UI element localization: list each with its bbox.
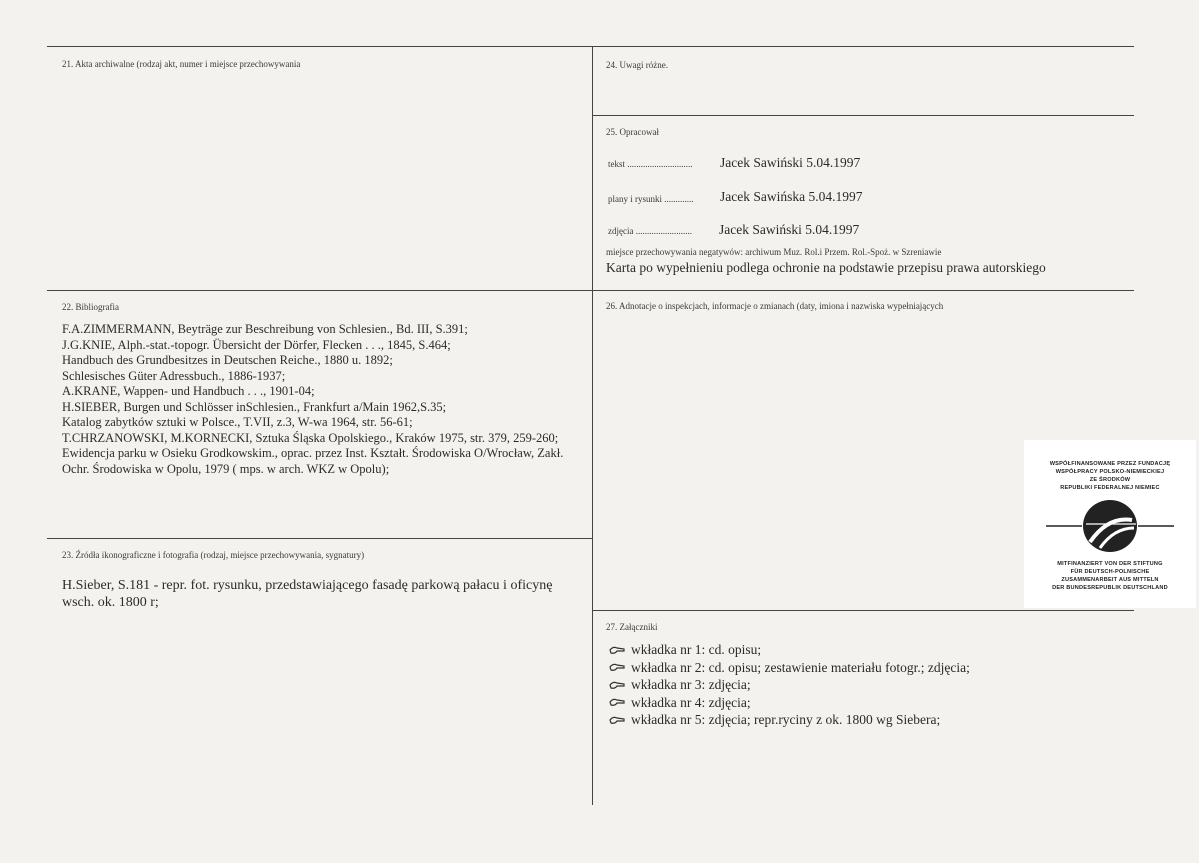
section-25-label: 25. Opracował <box>606 127 659 137</box>
foundation-bridge-logo-icon <box>1042 498 1178 554</box>
logo-de-line: DER BUNDESREPUBLIK DEUTSCHLAND <box>1052 585 1168 591</box>
top-rule <box>47 46 1134 47</box>
foundation-logo-block <box>1024 440 1196 608</box>
logo-pl-line: ZE ŚRODKÓW <box>1089 477 1131 483</box>
attachment-item <box>609 694 970 712</box>
attachment-item <box>609 676 970 694</box>
iconography-line: H.Sieber, S.181 - repr. fot. rysunku, przedstawiającego fasadę parkową pałacu i oficynę <box>62 578 553 593</box>
hand-pointer-icon <box>609 697 625 707</box>
section-24-label: 24. Uwagi różne. <box>606 60 668 70</box>
logo-pl-line: WSPÓŁPRACY POLSKO-NIEMIECKIEJ <box>1055 469 1165 475</box>
zdjecia-value: Jacek Sawiński 5.04.1997 <box>719 222 860 237</box>
copyright-notice: Karta po wypełnieniu podlega ochronie na podstawie przepisu prawa autorskiego <box>606 260 1046 275</box>
bibliography-entry: J.G.KNIE, Alph.-stat.-topogr. Übersicht der Dörfer, Flecken . . ., 1845, S.464; <box>62 337 451 352</box>
iconography-line: wsch. ok. 1800 r; <box>62 595 159 610</box>
logo-german-text <box>1024 560 1196 592</box>
tekst-value: Jacek Sawiński 5.04.1997 <box>720 155 861 170</box>
plany-label: plany i rysunki ............. <box>608 194 694 204</box>
bibliography-entry: F.A.ZIMMERMANN, Beyträge zur Beschreibung von Schlesien., Bd. III, S.391; <box>62 322 468 336</box>
attachment-label: wkładka nr 1: cd. opisu; <box>631 642 762 657</box>
logo-de-line: ZUSAMMENARBEIT AUS MITTELN <box>1061 577 1159 583</box>
hand-pointer-icon <box>609 715 625 725</box>
rule-22-23 <box>47 538 592 539</box>
bibliography-entry: Katalog zabytków sztuki w Polsce., T.VII, z.3, W-wa 1964, str. 56-61; <box>62 415 413 429</box>
negatives-storage: miejsce przechowywania negatywów: archiwum Muz. Rol.i Przem. Rol.-Spoż. w Szreniawie <box>606 247 942 257</box>
logo-de-line: FÜR DEUTSCH-POLNISCHE <box>1070 569 1150 575</box>
attachment-item <box>609 659 970 677</box>
bibliography-entry: Schlesisches Güter Adressbuch., 1886-1937; <box>62 368 286 383</box>
hand-pointer-icon <box>609 645 625 655</box>
section-21-label: 21. Akta archiwalne (rodzaj akt, numer i miejsce przechowywania <box>62 59 301 69</box>
hand-pointer-icon <box>609 662 625 672</box>
hand-pointer-icon <box>609 680 625 690</box>
section-22-label: 22. Bibliografia <box>62 302 119 312</box>
attachment-item <box>609 641 970 659</box>
logo-pl-line: REPUBLIKI FEDERALNEJ NIEMIEC <box>1060 485 1160 491</box>
center-rule <box>592 46 593 805</box>
attachment-label: wkładka nr 3: zdjęcia; <box>631 677 751 692</box>
logo-de-line: MITFINANZIERT VON DER STIFTUNG <box>1057 561 1163 567</box>
attachment-label: wkładka nr 5: zdjęcia; repr.ryciny z ok. 1800 wg Siebera; <box>631 712 941 727</box>
tekst-label: tekst ............................. <box>608 159 693 169</box>
bibliography-entry: A.KRANE, Wappen- und Handbuch . . ., 1901-04; <box>62 384 315 398</box>
rule-24-25 <box>592 115 1134 116</box>
logo-pl-line: WSPÓŁFINANSOWANE PRZEZ FUNDACJĘ <box>1049 461 1171 467</box>
rule-26-27 <box>592 610 1134 611</box>
bibliography-entry: Ewidencja parku w Osieku Grodkowskim., oprac. przez Inst. Kształt. Środowiska O/Wrocław, Zakł. <box>62 446 564 460</box>
section-26-label: 26. Adnotacje o inspekcjach, informacje o zmianach (daty, imiona i nazwiska wypełniających <box>606 301 944 311</box>
rule-mid <box>47 290 1134 291</box>
bibliography-list <box>62 322 563 477</box>
bibliography-entry: Ochr. Środowiska w Opolu, 1979 ( mps. w arch. WKZ w Opolu); <box>62 461 390 476</box>
attachments-list <box>609 641 970 729</box>
attachment-label: wkładka nr 4: zdjęcia; <box>631 694 751 710</box>
attachment-label: wkładka nr 2: cd. opisu; zestawienie materiału fotogr.; zdjęcia; <box>631 659 970 675</box>
iconography-text <box>62 577 552 611</box>
bibliography-entry: T.CHRZANOWSKI, M.KORNECKI, Sztuka Śląska Opolskiego., Kraków 1975, str. 379, 259-260; <box>62 430 559 445</box>
logo-polish-text <box>1024 460 1196 492</box>
section-23-label: 23. Źródła ikonograficzne i fotografia (rodzaj, miejsce przechowywania, sygnatury) <box>62 550 365 560</box>
section-27-label: 27. Załączniki <box>606 622 658 632</box>
bibliography-entry: Handbuch des Grundbesitzes in Deutschen Reiche., 1880 u. 1892; <box>62 353 393 367</box>
bibliography-entry: H.SIEBER, Burgen und Schlösser inSchlesien., Frankfurt a/Main 1962,S.35; <box>62 399 447 414</box>
attachment-item <box>609 711 970 729</box>
plany-value: Jacek Sawińska 5.04.1997 <box>720 189 863 204</box>
zdjecia-label: zdjęcia ......................... <box>608 226 692 236</box>
